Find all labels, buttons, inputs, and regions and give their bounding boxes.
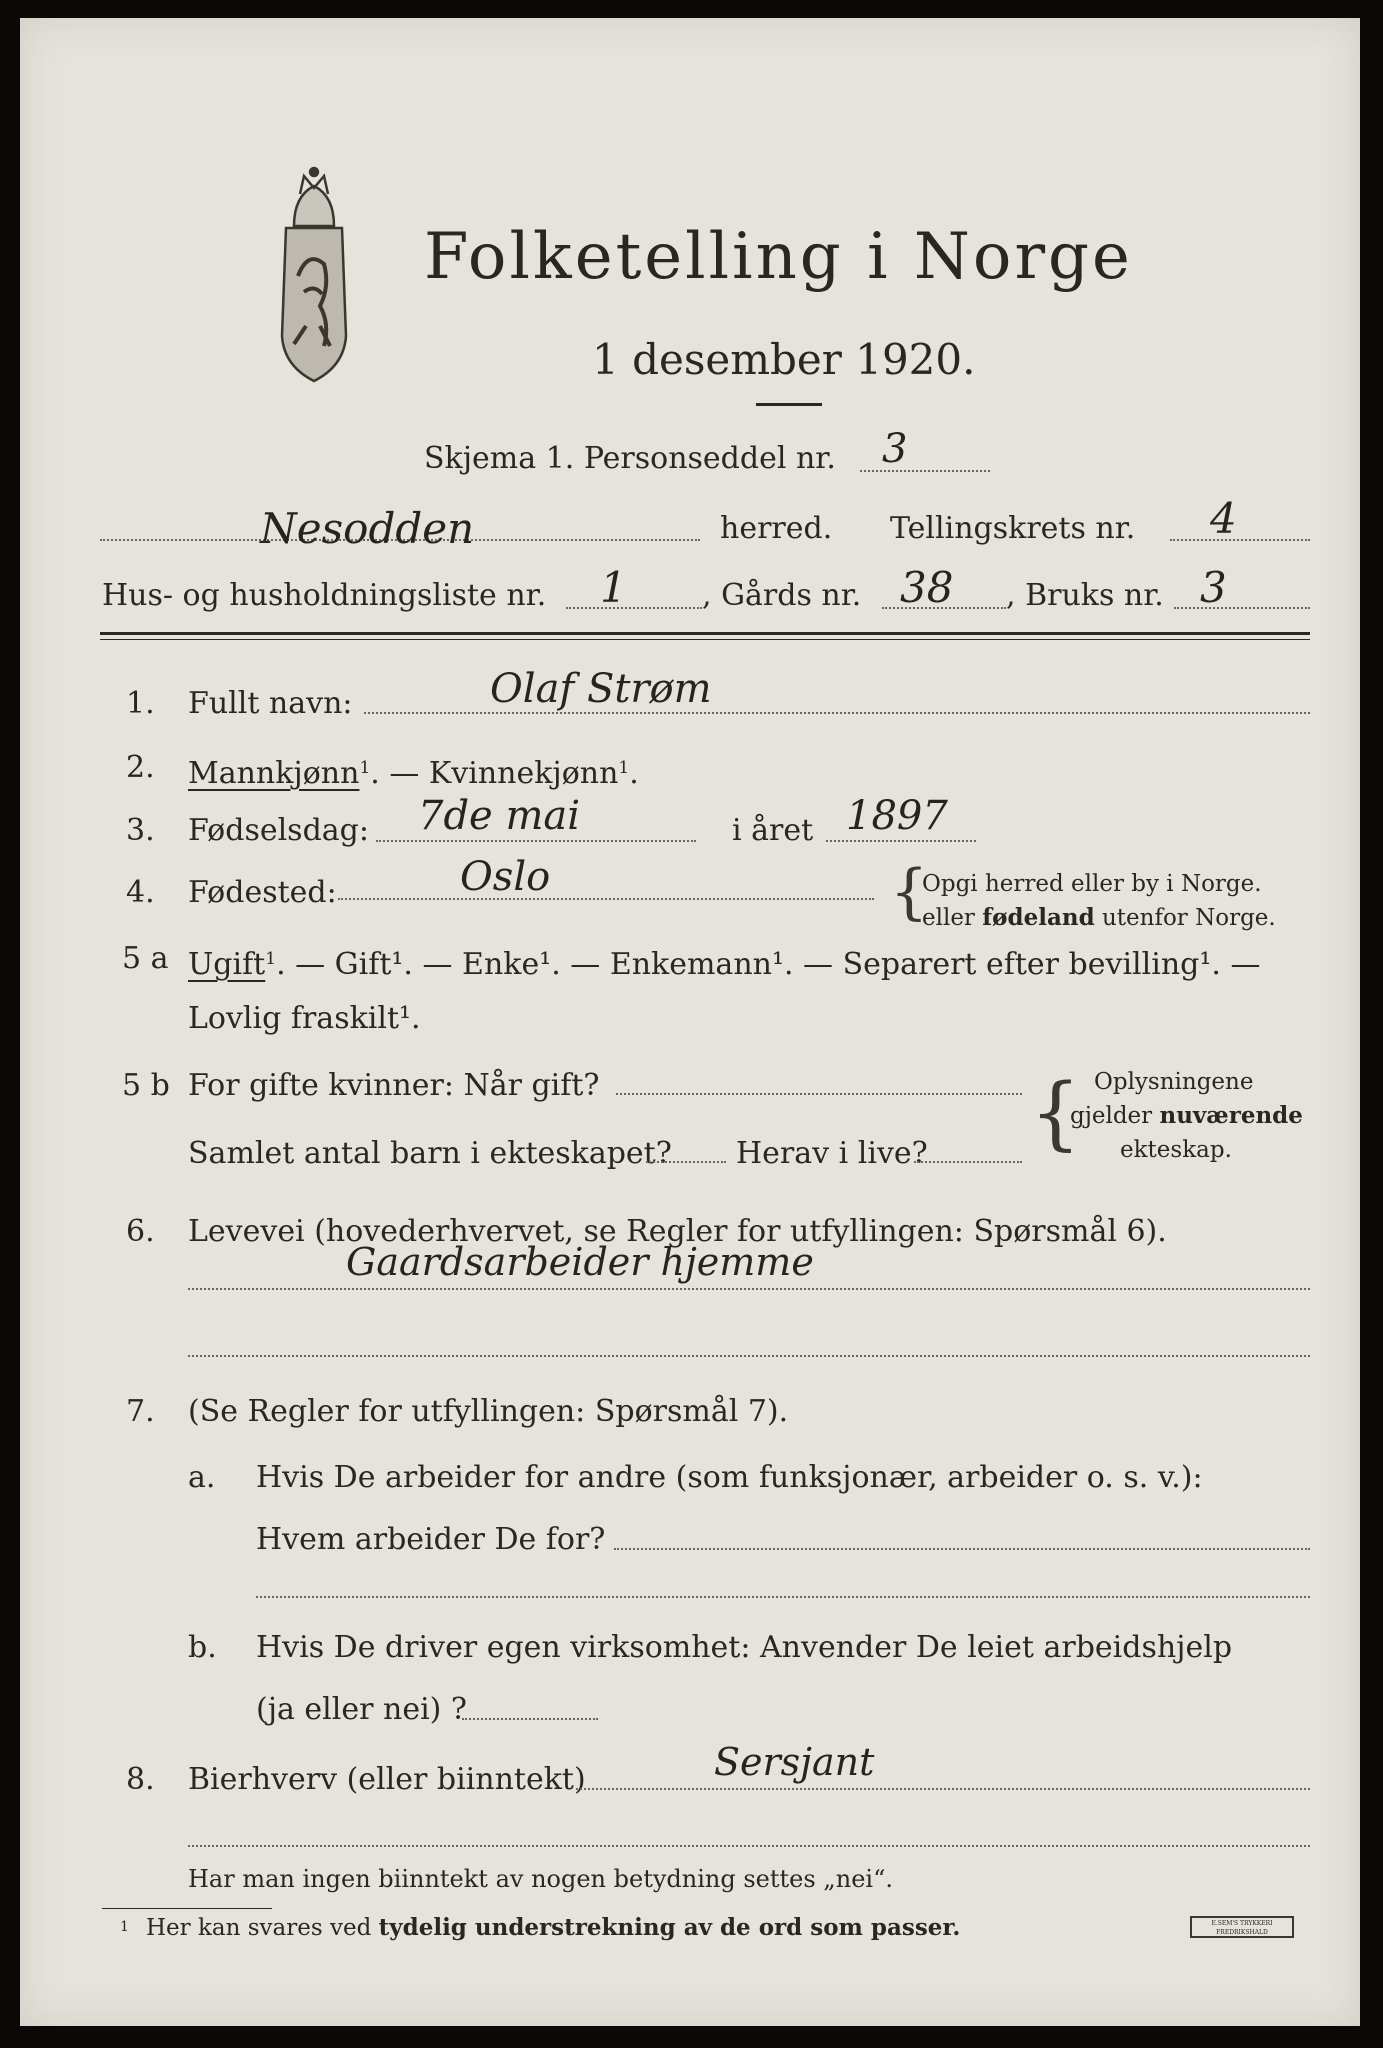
q5a-line2: Lovlig fraskilt¹. (188, 1001, 421, 1036)
q8-field-1[interactable] (576, 1788, 1310, 1790)
q5a-rest: . — Gift¹. — Enke¹. — Enkemann¹. — Separert efter bevilling¹. — (276, 947, 1261, 982)
schema-value: 3 (882, 426, 908, 472)
q6-label: Levevei (hovederhvervet, se Regler for utfyllingen: Spørsmål 6). (188, 1214, 1167, 1249)
herred-label: herred. (720, 511, 833, 546)
tellingskrets-field[interactable] (1170, 539, 1310, 541)
bruks-label: , Bruks nr. (1006, 578, 1164, 613)
q7a-letter: a. (188, 1460, 216, 1495)
q7b-field[interactable] (462, 1718, 598, 1720)
q4-number: 4. (126, 875, 155, 910)
hus-label: Hus- og husholdningsliste nr. (102, 578, 547, 613)
q7a-line1: Hvis De arbeider for andre (som funksjonær, arbeider o. s. v.): (256, 1460, 1203, 1495)
q2-number: 2. (126, 750, 155, 785)
q6-value: Gaardsarbeider hjemme (346, 1240, 814, 1284)
q5a-options: Ugift$^1$. — Gift¹. — Enke¹. — Enkemann¹. — Separert efter bevilling¹. — (188, 947, 1261, 982)
q5b-note-3: ekteskap. (1120, 1137, 1232, 1163)
q7a-field-2[interactable] (256, 1596, 1310, 1598)
q2-sep: . — (370, 756, 429, 791)
q7b-line1: Hvis De driver egen virksomhet: Anvender De leiet arbeidshjelp (256, 1630, 1233, 1665)
q4-note-1: Opgi herred eller by i Norge. (922, 871, 1262, 897)
footnote-pre: Her kan svares ved (146, 1915, 379, 1941)
header-rule-thin (100, 639, 1310, 640)
q1-number: 1. (126, 686, 155, 721)
form-title: Folketelling i Norge (424, 220, 1133, 294)
q7a-line2: Hvem arbeider De for? (256, 1522, 606, 1557)
q6-number: 6. (126, 1214, 155, 1249)
q4-note-2-bold: fødeland (982, 904, 1095, 931)
printer-stamp: E.SEM'S TRYKKERI FREDRIKSHALD (1190, 1916, 1294, 1938)
header-rule (100, 632, 1310, 635)
q4-field[interactable] (338, 898, 874, 900)
bruks-value: 3 (1200, 563, 1227, 612)
q2-end: . (629, 756, 639, 791)
q4-value: Oslo (460, 854, 551, 900)
census-date: 1 desember 1920. (592, 335, 976, 384)
coat-of-arms-icon (264, 166, 364, 388)
census-form (20, 18, 1360, 2026)
q5b-line2a: Samlet antal barn i ekteskapet? (188, 1136, 672, 1171)
q5a-ugift[interactable]: Ugift (188, 947, 266, 982)
q5b-brace: { (1030, 1066, 1081, 1159)
q3-label: Fødselsdag: (188, 813, 369, 848)
q1-value: Olaf Strøm (490, 666, 712, 712)
gards-label: , Gårds nr. (702, 578, 862, 613)
q8-field-2[interactable] (188, 1845, 1310, 1847)
footnote-mark: 1 (120, 1919, 129, 1935)
q5b-children-field[interactable] (646, 1161, 726, 1163)
schema-field[interactable] (860, 470, 990, 472)
q8-number: 8. (126, 1762, 155, 1797)
q5a-number: 5 a (122, 941, 169, 976)
q4-note-2 (922, 904, 1276, 932)
gards-value: 38 (900, 563, 954, 612)
q7-label: (Se Regler for utfyllingen: Spørsmål 7). (188, 1394, 789, 1429)
q1-label: Fullt navn: (188, 686, 353, 721)
q7b-line2: (ja eller nei) ? (256, 1692, 467, 1727)
footnote-bold: tydelig understrekning av de ord som passer. (378, 1914, 961, 1941)
q3-day-value: 7de mai (418, 793, 581, 839)
q8-label: Bierhverv (eller biinntekt) (188, 1762, 586, 1797)
q3-year-value: 1897 (846, 793, 948, 839)
q8-note: Har man ingen biinntekt av nogen betydning settes „nei“. (188, 1865, 893, 1893)
tellingskrets-value: 4 (1210, 494, 1237, 543)
q3-number: 3. (126, 813, 155, 848)
title-divider (756, 403, 822, 406)
q5b-number: 5 b (122, 1068, 170, 1103)
q6-field-1[interactable] (188, 1288, 1310, 1290)
footnote-rule (102, 1908, 272, 1909)
q5b-note-2-bold: nuværende (1159, 1102, 1303, 1129)
schema-label: Skjema 1. Personseddel nr. (424, 441, 836, 476)
q2-female[interactable]: Kvinnekjønn (428, 756, 619, 791)
q5b-alive-field[interactable] (914, 1161, 1022, 1163)
hus-value: 1 (600, 563, 627, 612)
q4-note-2-pre: eller (922, 905, 983, 931)
q4-brace: { (890, 857, 929, 927)
q2-options: Mannkjønn$^1$. — Kvinnekjønn$^1$. (188, 756, 639, 791)
q5b-line2b: Herav i live? (736, 1136, 928, 1171)
q6-field-2[interactable] (188, 1355, 1310, 1357)
herred-value: Nesodden (260, 504, 475, 553)
q2-male[interactable]: Mannkjønn (188, 756, 360, 791)
q4-label: Fødested: (188, 875, 337, 910)
q7-number: 7. (126, 1394, 155, 1429)
q5b-married-field[interactable] (616, 1093, 1022, 1095)
q7b-letter: b. (188, 1630, 217, 1665)
q3-year-field[interactable] (826, 840, 976, 842)
q3-day-field[interactable] (376, 840, 696, 842)
q1-field[interactable] (364, 712, 1310, 714)
q4-note-2-post: utenfor Norge. (1094, 905, 1276, 931)
hus-field[interactable] (566, 607, 702, 609)
q5b-line1: For gifte kvinner: Når gift? (188, 1068, 600, 1103)
tellingskrets-label: Tellingskrets nr. (890, 511, 1136, 546)
q5b-note-1: Oplysningene (1094, 1069, 1254, 1095)
footnote-text (146, 1914, 960, 1942)
q5b-note-2-pre: gjelder (1070, 1103, 1160, 1129)
q7a-field-1[interactable] (614, 1548, 1310, 1550)
q3-year-label: i året (732, 813, 814, 848)
bruks-field[interactable] (1174, 607, 1310, 609)
q8-value: Sersjant (714, 1740, 875, 1784)
q5b-note-2 (1070, 1102, 1303, 1130)
